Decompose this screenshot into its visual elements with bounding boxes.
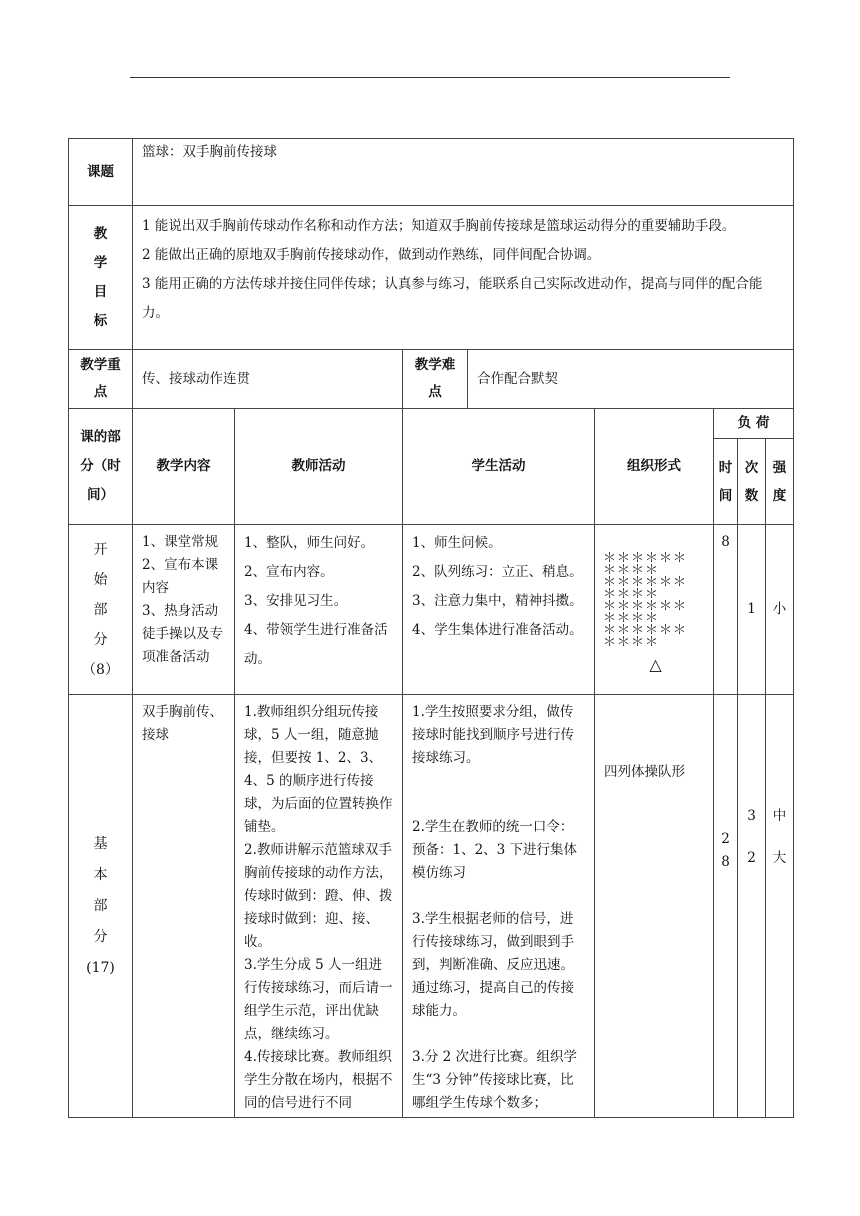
basic-teacher-item: 1.教师组织分组玩传接球，5 人一组，随意抛接，但要按 1、2、3、4、5 的顺序进行传接球，为后面的位置转换作铺垫。 [244,704,393,835]
topic-value: 篮球：双手胸前传接球 [133,139,794,206]
basic-part-char: (17) [86,959,115,976]
start-part-char: 始 [93,571,108,588]
basic-part-char: 分 [93,928,108,945]
start-part-char: 开 [93,541,108,558]
objectives-label-char: 学 [93,254,108,271]
formation-row: ＊＊＊＊ [603,563,660,578]
basic-part-char: 部 [93,897,108,914]
student-header: 学生活动 [403,409,595,525]
formation-row: ＊＊＊＊＊＊ [603,551,688,566]
objective-item: 1 能说出双手胸前传球动作名称和动作方法；知道双手胸前传接球是篮球运动得分的重要辅助手段。 [142,218,736,234]
start-student [403,525,595,695]
basic-part-char: 基 [93,835,108,852]
start-content [133,525,235,695]
topic-label: 课题 [69,139,133,206]
basic-teacher-item: 2.教师讲解示范篮球双手胸前传接球的动作方法，传球时做到：蹬、伸、拨接球时做到：迎、接、收。 [244,842,393,950]
start-part-label [69,525,133,695]
start-count: 1 [738,525,766,695]
start-section-row [69,525,794,695]
start-teacher-item: 2、宣布内容。 [244,564,334,580]
basic-student-item: 3.分 2 次进行比赛。组织学生“3 分钟”传接球比赛，比哪组学生传球个数多； [412,1049,578,1111]
basic-intensity [766,695,794,1118]
start-content-item: 2、宣布本课内容 [142,557,219,596]
formation-row: ＊＊＊＊ [603,635,660,650]
basic-student-item: 3.学生根据老师的信号，进行传接球练习，做到眼到手到，判断准确、反应迅速。通过练习，提高自己的传接球能力。 [412,911,574,1019]
objectives-label-char: 标 [93,312,108,329]
teacher-header: 教师活动 [235,409,403,525]
topic-row [69,139,794,206]
time-header: 时间 [714,439,738,525]
basic-student [403,695,595,1118]
start-part-char: 部 [93,601,108,618]
formation-row: ＊＊＊＊＊＊ [603,623,688,638]
objectives-row [69,206,794,350]
basic-org-text: 四列体操队形 [604,764,685,780]
key-point-label: 教学重点 [69,350,133,409]
count-header: 次数 [738,439,766,525]
start-student-item: 3、注意力集中，精神抖擞。 [412,593,583,609]
basic-intensity-a: 中 [772,808,787,824]
basic-count-b: 2 [747,850,756,866]
basic-org [595,695,714,1118]
key-difficulty-row [69,350,794,409]
basic-section-row [69,695,794,1118]
org-header: 组织形式 [595,409,714,525]
basic-student-item: 1.学生按照要求分组，做传接球时能找到顺序号进行传接球练习。 [412,704,574,766]
difficulty-label: 教学难点 [403,350,468,409]
start-content-item: 3、热身活动徒手操以及专项准备活动 [142,603,223,665]
start-part-char: （8） [82,661,119,678]
basic-time [714,695,738,1118]
start-time: 8 [714,525,738,695]
difficulty-value: 合作配合默契 [468,350,794,409]
start-formation [595,525,714,695]
objectives-label [69,206,133,350]
basic-teacher-item: 4.传接球比赛。教师组织学生分散在场内，根据不同的信号进行不同 [244,1049,393,1111]
start-student-item: 2、队列练习：立正、稍息。 [412,564,583,580]
basic-part-char: 本 [93,866,108,883]
column-header-row [69,409,794,439]
lesson-plan-table [68,138,794,1118]
start-intensity: 小 [766,525,794,695]
objective-item: 2 能做出正确的原地双手胸前传接球动作，做到动作熟练，同伴间配合协调。 [142,247,601,263]
basic-part-label [69,695,133,1118]
basic-count [738,695,766,1118]
formation-row: ＊＊＊＊＊＊ [603,599,688,614]
objectives-label-char: 教 [93,225,108,242]
objectives-label-char: 目 [93,283,108,300]
start-student-item: 4、学生集体进行准备活动。 [412,622,583,638]
basic-content: 双手胸前传、接球 [133,695,235,1118]
formation-row: ＊＊＊＊＊＊ [603,575,688,590]
basic-count-a: 3 [747,808,756,824]
formation-row: ＊＊＊＊ [603,587,660,602]
start-content-item: 1、课堂常规 [142,534,219,550]
key-point-value: 传、接球动作连贯 [133,350,403,409]
basic-time-value: 2 8 [721,831,730,870]
header-rule [130,77,730,78]
formation-row: ＊＊＊＊ [603,611,660,626]
start-part-char: 分 [93,631,108,648]
start-teacher-item: 3、安排见习生。 [244,593,348,609]
objective-item: 3 能用正确的方法传球并接住同伴传球；认真参与练习，能联系自己实际改进动作，提高与同伴的配合能力。 [142,276,763,321]
start-teacher-item: 1、整队，师生问好。 [244,535,375,551]
part-header: 课的部分（时间） [69,409,133,525]
intensity-header: 强度 [766,439,794,525]
basic-teacher-item: 3.学生分成 5 人一组进行传接球练习，而后请一组学生示范，评出优缺点，继续练习。 [244,957,393,1042]
load-header: 负 荷 [714,409,794,439]
start-student-item: 1、师生问候。 [412,535,502,551]
basic-teacher [235,695,403,1118]
content-header: 教学内容 [133,409,235,525]
basic-student-item: 2.学生在教师的统一口令：预备：1、2、3 下进行集体模仿练习 [412,819,578,881]
basic-intensity-b: 大 [772,850,787,866]
start-teacher-item: 4、带领学生进行准备活动。 [244,622,388,667]
objectives-list [133,206,794,350]
start-teacher [235,525,403,695]
teacher-position-icon: △ [649,655,663,674]
